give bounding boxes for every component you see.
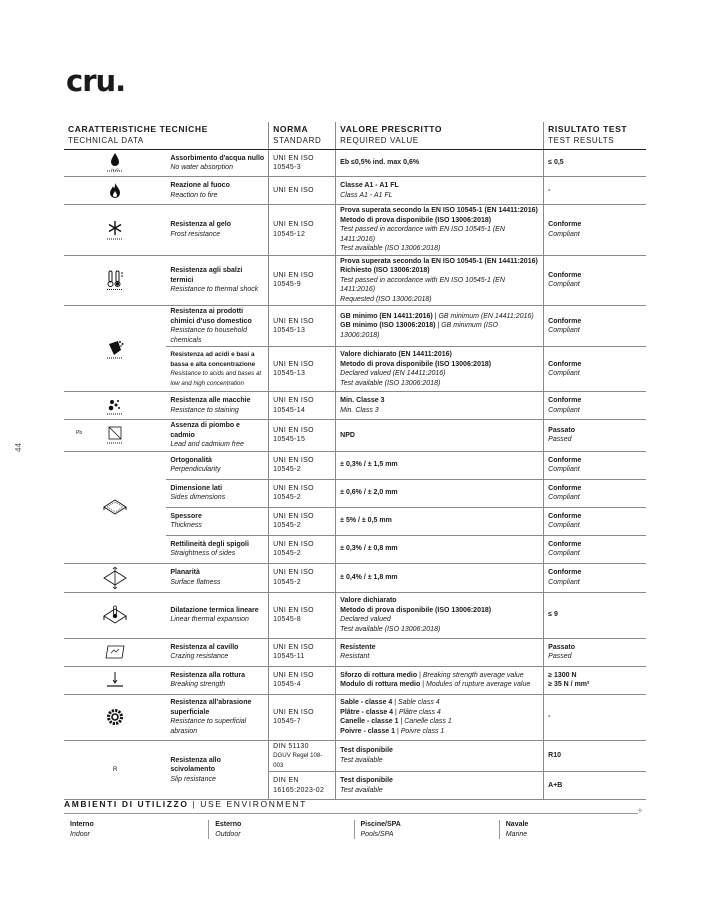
row-thermal-shock: Resistenza agli sbalzi termici Resistance to thermal shock UNI EN ISO 10545-9 Prova superata secondo la EN ISO 10545-1 (EN 14411:2016) Richiesto (ISO 13006:2018) Test passed in accordance with EN ISO 10545-1 (EN 1411:2016) Requested (ISO 13006:2018) Conforme Compliant	[64, 255, 646, 306]
header-value: VALORE PRESCRITTO REQUIRED VALUE	[336, 122, 544, 150]
flatness-icon	[64, 563, 166, 592]
row-thermal-expansion: Dilatazione termica lineare Linear thermal expansion UNI EN ISO 10545-8 Valore dichiarato Metodo di prova disponibile (ISO 13006:2018) Declared valued Test available (ISO 13006:2018) ≤ 9	[64, 592, 646, 638]
table-header	[64, 122, 646, 150]
row-thickness: Spessore Thickness UNI EN ISO 10545-2 ± 5% / ± 0,5 mm Conforme Compliant	[64, 507, 646, 535]
environment-list	[64, 820, 644, 839]
chemical-flask-icon	[64, 306, 166, 392]
environment-divider	[64, 813, 638, 814]
thermometer-icon	[64, 255, 166, 306]
row-slip-din16165: DIN EN 16165:2023-02 Test disponibile Test available A+B	[64, 772, 646, 800]
row-lead-cadmium: Pb Assenza di piombo e cadmio Lead and cadmium free UNI EN ISO 10545-15 NPD Passato Passed	[64, 420, 646, 452]
row-slip-din51130: R Resistenza allo scivolamento Slip resistance DIN 51130 DGUV Regel 108-003 Test disponibile Test available R10	[64, 740, 646, 772]
plus-icon: +	[637, 806, 643, 817]
row-sides-dimensions: Dimensione lati Sides dimensions UNI EN ISO 10545-2 ± 0,6% / ± 2,0 mm Conforme Compliant	[64, 479, 646, 507]
crazing-icon	[64, 638, 166, 666]
row-crazing: Resistenza al cavillo Crazing resistance UNI EN ISO 10545-11 Resistente Resistant Passato Passed	[64, 638, 646, 666]
use-environment-title: AMBIENTI DI UTILIZZO | USE ENVIRONMENT	[64, 799, 307, 809]
row-orthogonality: Ortogonalità Perpendicularity UNI EN ISO 10545-2 ± 0,3% / ± 1,5 mm Conforme Compliant	[64, 451, 646, 479]
row-water-absorption: H₂O Assorbimento d'acqua nullo No water absorption UNI EN ISO 10545-3 Eb ≤0,5% ind. max 0,6% ≤ 0,5	[64, 150, 646, 177]
row-frost-resistance: Resistenza al gelo Frost resistance UNI EN ISO 10545-12 Prova superata secondo la EN ISO 10545-1 (EN 14411:2016) Metodo di prova disponibile (ISO 13006:2018) Test passed in accordance with EN ISO 10545-1 (EN 1411:2016) Test available (ISO 13006:2018) Conforme Compliant	[64, 205, 646, 256]
row-acids-bases: Resistenza ad acidi e basi a bassa e alta concentrazione Resistance to acids and bases at low and high concentration UNI EN ISO 10545-13 Valore dichiarato (EN 14411:2016) Metodo di prova disponibile (ISO 13006:2018) Declared valued (EN 14411:2016) Test available (ISO 13006:2018) Conforme Compliant	[64, 347, 646, 392]
row-household-chemicals: Resistenza ai prodotti chimici d'uso domestico Resistance to household chemicals UNI EN ISO 10545-13 GB minimo (EN 14411:2016) | GB minimum (EN 14411:2016) GB minimo (ISO 13006:2018) | GB minimum (ISO 13006:2018) Conforme Compliant	[64, 306, 646, 347]
flame-icon	[64, 177, 166, 205]
row-breaking-strength: Resistenza alla rottura Breaking strength UNI EN ISO 10545-4 Sforzo di rottura medio | Breaking strength average value Modulo di rottura medio | Modules of rupture average value ≥ 1300 N ≥ 35 N / mm²	[64, 666, 646, 694]
no-lead-icon: Pb	[64, 420, 166, 452]
environment-item: Interno Indoor	[70, 821, 94, 838]
snowflake-icon	[64, 205, 166, 256]
header-standard: NORMA STANDARD	[269, 122, 336, 150]
row-abrasion: Resistenza all'abrasione superficiale Resistance to superficial abrasion UNI EN ISO 10545-7 Sable - classe 4 | Sable class 4 Plâtre - classe 4 | Plâtre class 4 Canelle - classe 1 | Canelle class 1 Poivre - classe 1 | Poivre class 1 -	[64, 694, 646, 740]
thermal-expansion-icon	[64, 592, 166, 638]
slip-icon: R	[64, 740, 166, 800]
row-reaction-to-fire: Reazione al fuoco Reaction to fire UNI EN ISO Classe A1 - A1 FL Class A1 - A1 FL -	[64, 177, 646, 205]
technical-data-table	[64, 122, 646, 800]
tile-dimensions-icon	[64, 451, 166, 563]
brand-logo: cru.	[66, 64, 126, 98]
header-result: RISULTATO TEST TEST RESULTS	[544, 122, 646, 150]
page-number: 44	[14, 443, 23, 452]
environment-item: Navale Marine	[499, 820, 644, 839]
breaking-strength-icon	[64, 666, 166, 694]
water-drop-icon: H₂O	[64, 150, 166, 177]
abrasion-gear-icon	[64, 694, 166, 740]
row-flatness: Planarità Surface flatness UNI EN ISO 10545-2 ± 0,4% / ± 1,8 mm Conforme Compliant	[64, 563, 646, 592]
row-straightness: Rettilineità degli spigoli Straightness of sides UNI EN ISO 10545-2 ± 0,3% / ± 0,8 mm Conforme Compliant	[64, 535, 646, 563]
row-staining: Resistenza alle macchie Resistance to staining UNI EN ISO 10545-14 Min. Classe 3 Min. Class 3 Conforme Compliant	[64, 392, 646, 420]
stain-drops-icon	[64, 392, 166, 420]
environment-item: Piscine/SPA Pools/SPA	[354, 820, 499, 839]
environment-item: Esterno Outdoor	[208, 820, 353, 839]
header-characteristics: CARATTERISTICHE TECNICHE TECHNICAL DATA	[64, 122, 269, 150]
